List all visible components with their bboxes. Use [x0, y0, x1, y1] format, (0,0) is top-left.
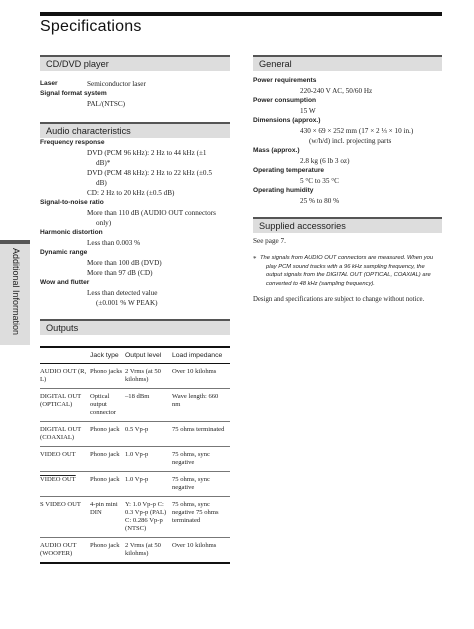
laser-value: Semiconductor laser	[87, 80, 146, 88]
dynamic-value: More than 97 dB (CD)	[87, 269, 153, 277]
audio-block	[40, 138, 236, 308]
table-cell: 75 ohms, sync negative 75 ohms terminated	[172, 497, 230, 538]
supplied-text: See page 7.	[253, 237, 286, 245]
table-cell: AUDIO OUT (R, L)	[40, 364, 90, 389]
column-header	[40, 347, 90, 364]
table-cell: 1.0 Vp-p	[125, 472, 172, 497]
harmonic-label: Harmonic distortion	[40, 229, 103, 236]
wow-value: (±0.001 % W PEAK)	[96, 299, 158, 307]
footnote-line: converted to 48 kHz (sampling frequency).	[266, 280, 375, 287]
outputs-table	[40, 346, 230, 564]
table-cell: 0.5 Vp-p	[125, 422, 172, 447]
column-header: Load impedance	[172, 347, 230, 364]
table-cell: 4-pin mini DIN	[90, 497, 125, 538]
freq-value: dB)*	[96, 159, 111, 167]
table-cell: Optical output connector	[90, 389, 125, 422]
power-cons-value: 15 W	[300, 107, 316, 115]
table-cell: Phono jack	[90, 538, 125, 564]
table-cell: Over 10 kilohms	[172, 538, 230, 564]
section-header-general: General	[253, 55, 442, 71]
table-cell: VIDEO OUT	[40, 472, 90, 497]
footnote-marker: *	[253, 255, 257, 263]
mass-label: Mass (approx.)	[253, 147, 300, 154]
temperature-value: 5 °C to 35 °C	[300, 177, 339, 185]
table-row	[40, 538, 230, 564]
wow-value: Less than detected value	[87, 289, 158, 297]
table-cell: Y: 1.0 Vp-p C: 0.3 Vp-p (PAL) C: 0.286 Vp-p (NTSC)	[125, 497, 172, 538]
table-cell: Phono jack	[90, 472, 125, 497]
dimensions-label: Dimensions (approx.)	[253, 117, 321, 124]
table-row	[40, 389, 230, 422]
footnote-line: The signals from AUDIO OUT connectors are measured. When you	[260, 255, 434, 261]
power-cons-label: Power consumption	[253, 97, 317, 104]
table-cell: 1.0 Vp-p	[125, 447, 172, 472]
section-header-outputs: Outputs	[40, 319, 230, 335]
table-cell: 75 ohms, sync negative	[172, 447, 230, 472]
humidity-value: 25 % to 80 %	[300, 197, 340, 205]
power-req-value: 220-240 V AC, 50/60 Hz	[300, 87, 373, 95]
table-cell: Phono jack	[90, 422, 125, 447]
side-tab-bar	[0, 240, 30, 244]
table-cell: Phono jack	[90, 447, 125, 472]
footnote-line: output signals from the DIGITAL OUT (OPTICAL, COAXIAL) are	[266, 272, 431, 278]
laser-label: Laser	[40, 80, 58, 87]
top-rule	[40, 12, 442, 16]
table-cell: 75 ohms, sync negative	[172, 472, 230, 497]
dynamic-label: Dynamic range	[40, 249, 88, 256]
dimensions-value: 430 × 69 × 252 mm (17 × 2 ⅓ × 10 in.)	[300, 127, 414, 135]
dynamic-value: More than 100 dB (DVD)	[87, 259, 162, 267]
section-header-supplied: Supplied accessories	[253, 217, 442, 233]
dimensions-value: (w/h/d) incl. projecting parts	[309, 137, 392, 145]
table-cell: Wave length: 660 nm	[172, 389, 230, 422]
snr-value: More than 110 dB (AUDIO OUT connectors	[87, 209, 216, 217]
section-header-audio: Audio characteristics	[40, 122, 230, 138]
page-title: Specifications	[40, 18, 142, 35]
table-cell: AUDIO OUT (WOOFER)	[40, 538, 90, 564]
signal-format-value: PAL/(NTSC)	[87, 100, 126, 108]
column-header: Output level	[125, 347, 172, 364]
table-cell: VIDEO OUT	[40, 447, 90, 472]
freq-label: Frequency response	[40, 139, 105, 146]
table-cell: Phono jacks	[90, 364, 125, 389]
temperature-label: Operating temperature	[253, 167, 325, 174]
table-row	[40, 472, 230, 497]
footnote-block	[253, 254, 445, 305]
freq-value: dB)	[96, 179, 107, 187]
table-cell: 2 Vrms (at 50 kilohms)	[125, 364, 172, 389]
table-cell: –18 dBm	[125, 389, 172, 422]
cd-dvd-block	[40, 79, 230, 109]
laser-row	[40, 79, 230, 89]
footnote-line: play PCM sound tracks with a 96 kHz sampling frequency, the	[266, 263, 425, 270]
footnote-text	[260, 254, 433, 288]
table-row	[40, 422, 230, 447]
freq-value: DVD (PCM 48 kHz): 2 Hz to 22 kHz (±0.5	[87, 169, 212, 177]
section-header-cd-dvd: CD/DVD player	[40, 55, 230, 71]
table-row	[40, 364, 230, 389]
table-row	[40, 447, 230, 472]
humidity-label: Operating humidity	[253, 187, 314, 194]
freq-value: DVD (PCM 96 kHz): 2 Hz to 44 kHz (±1	[87, 149, 207, 157]
snr-label: Signal-to-noise ratio	[40, 199, 104, 206]
footnote	[253, 254, 445, 288]
table-header-row	[40, 347, 230, 364]
general-block	[253, 76, 443, 206]
signal-format-label: Signal format system	[40, 90, 107, 97]
table-cell: DIGITAL OUT (COAXIAL)	[40, 422, 90, 447]
column-header: Jack type	[90, 347, 125, 364]
table-cell: 2 Vrms (at 50 kilohms)	[125, 538, 172, 564]
wow-label: Wow and flutter	[40, 279, 90, 286]
disclaimer: Design and specifications are subject to change without notice.	[253, 296, 425, 303]
mass-value: 2.8 kg (6 lb 3 oz)	[300, 157, 350, 165]
table-cell: S VIDEO OUT	[40, 497, 90, 538]
side-tab-label: Additional Information	[11, 248, 21, 336]
snr-value: only)	[96, 219, 112, 227]
harmonic-value: Less than 0.003 %	[87, 239, 141, 247]
freq-value: CD: 2 Hz to 20 kHz (±0.5 dB)	[87, 189, 175, 197]
table-cell: Over 10 kilohms	[172, 364, 230, 389]
power-req-label: Power requirements	[253, 77, 317, 84]
table-row	[40, 497, 230, 538]
table-cell: 75 ohms terminated	[172, 422, 230, 447]
table-cell: DIGITAL OUT (OPTICAL)	[40, 389, 90, 422]
